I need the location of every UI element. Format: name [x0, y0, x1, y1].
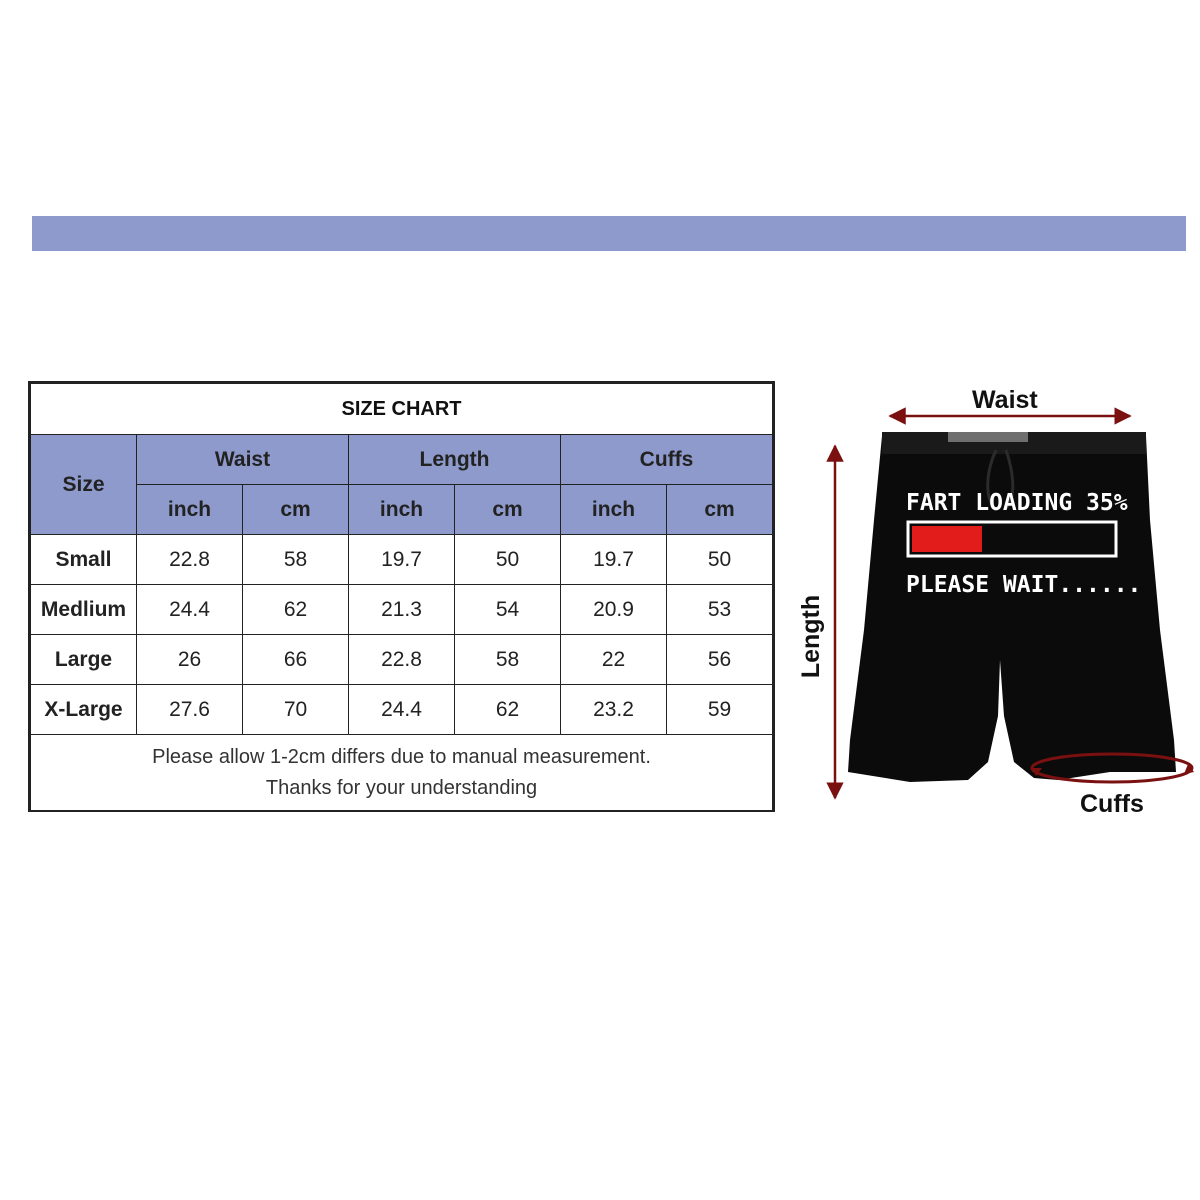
size-cell: Medlium: [31, 585, 137, 635]
shorts-illustration: [800, 380, 1200, 820]
loading-bar-fill: [912, 526, 982, 552]
value-cell: 53: [667, 585, 773, 635]
shorts-diagram: [797, 380, 1200, 820]
note-line-2: Thanks for your understanding: [265, 776, 538, 799]
note-row: [31, 735, 773, 811]
table-row: [31, 535, 773, 585]
value-cell: 58: [243, 535, 349, 585]
value-cell: 22: [561, 635, 667, 685]
table-row: [31, 585, 773, 635]
size-cell: Small: [31, 535, 137, 585]
unit-header: inch: [349, 485, 455, 535]
waistband-lining: [948, 432, 1028, 442]
unit-header: cm: [243, 485, 349, 535]
value-cell: 22.8: [137, 535, 243, 585]
table-row: [31, 685, 773, 735]
size-cell: Large: [31, 635, 137, 685]
chart-title: SIZE CHART: [31, 384, 773, 435]
value-cell: 50: [455, 535, 561, 585]
group-header-waist: Waist: [137, 435, 349, 485]
group-header-length: Length: [349, 435, 561, 485]
print-please-wait: PLEASE WAIT......: [906, 572, 1142, 598]
value-cell: 58: [455, 635, 561, 685]
print-loading-text: FART LOADING 35%: [906, 490, 1128, 516]
size-chart-table: [30, 383, 773, 811]
value-cell: 62: [243, 585, 349, 635]
value-cell: 54: [455, 585, 561, 635]
size-column-header: Size: [31, 435, 137, 535]
value-cell: 66: [243, 635, 349, 685]
value-cell: 56: [667, 635, 773, 685]
value-cell: 19.7: [349, 535, 455, 585]
measurement-note: [31, 735, 773, 811]
waist-label: Waist: [972, 386, 1038, 414]
unit-header: inch: [137, 485, 243, 535]
value-cell: 24.4: [349, 685, 455, 735]
group-header-cuffs: Cuffs: [561, 435, 773, 485]
value-cell: 70: [243, 685, 349, 735]
size-chart: [28, 381, 775, 812]
table-row: [31, 635, 773, 685]
value-cell: 23.2: [561, 685, 667, 735]
value-cell: 22.8: [349, 635, 455, 685]
cuffs-label: Cuffs: [1080, 790, 1144, 818]
value-cell: 20.9: [561, 585, 667, 635]
value-cell: 27.6: [137, 685, 243, 735]
value-cell: 24.4: [137, 585, 243, 635]
size-cell: X-Large: [31, 685, 137, 735]
top-banner: [32, 216, 1186, 251]
note-line-1: Please allow 1-2cm differs due to manual measurement.: [152, 745, 651, 768]
unit-header: cm: [667, 485, 773, 535]
value-cell: 19.7: [561, 535, 667, 585]
value-cell: 59: [667, 685, 773, 735]
unit-header: cm: [455, 485, 561, 535]
unit-header: inch: [561, 485, 667, 535]
length-label: Length: [797, 594, 826, 679]
value-cell: 50: [667, 535, 773, 585]
value-cell: 21.3: [349, 585, 455, 635]
value-cell: 62: [455, 685, 561, 735]
value-cell: 26: [137, 635, 243, 685]
